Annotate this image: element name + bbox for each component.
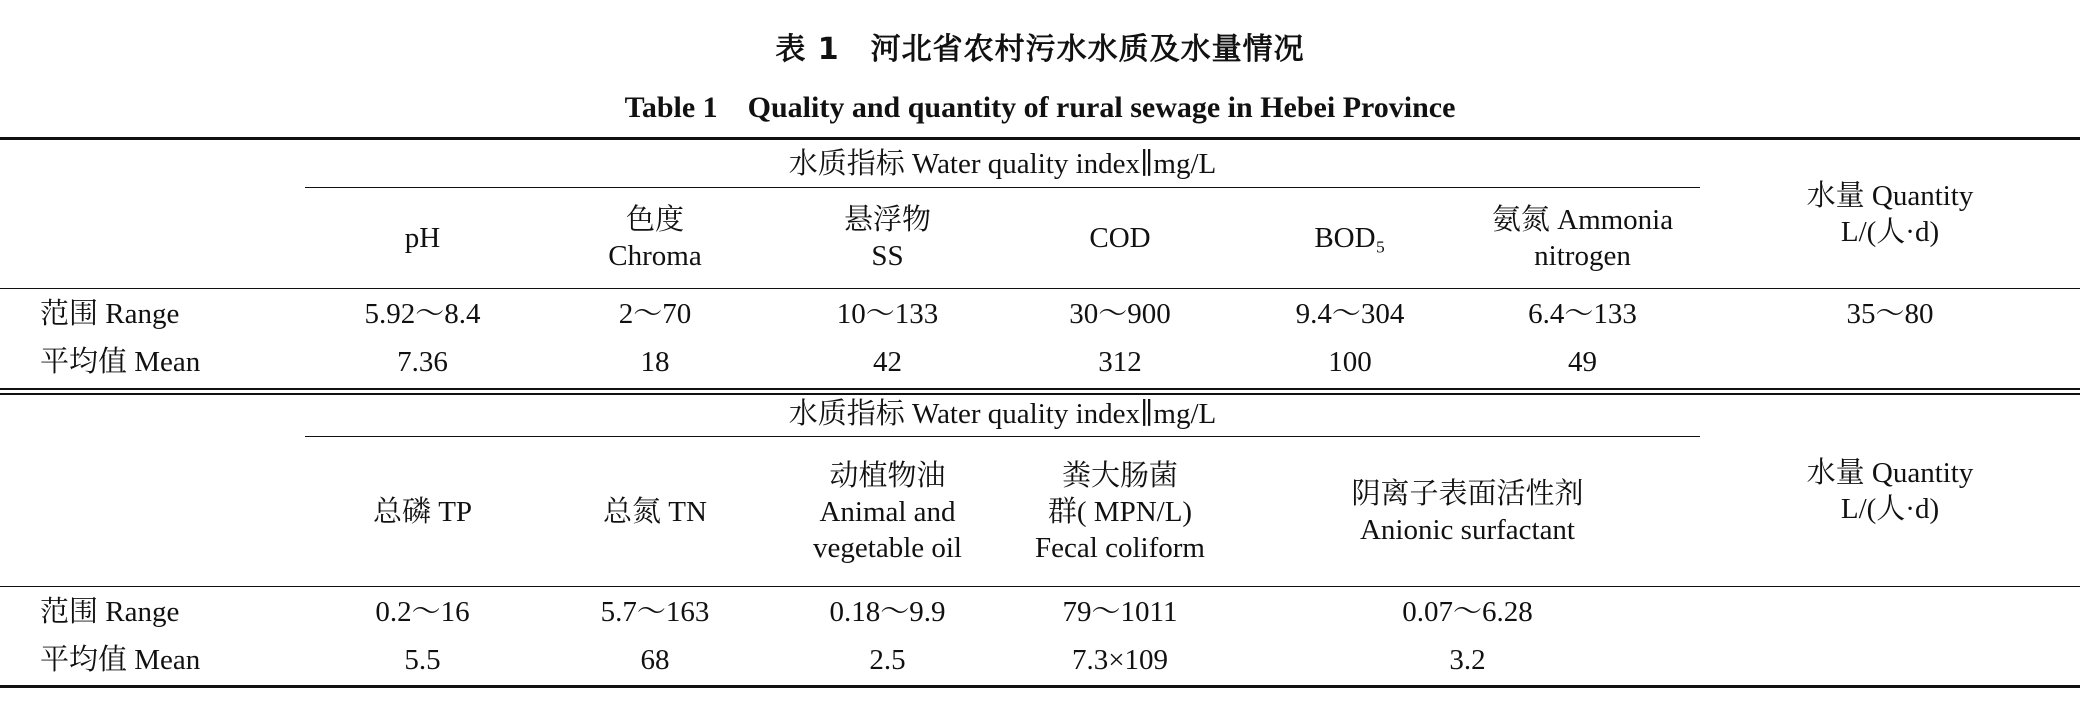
- table-cell: 30～900: [1069, 298, 1171, 330]
- table-cell: 10～133: [836, 298, 939, 330]
- table-cell: 79～1011: [1062, 596, 1178, 628]
- col-header-bod5: BOD₅: [1314, 222, 1386, 254]
- table-cell: 0.07～6.28: [1402, 596, 1533, 628]
- table-cell: 42: [873, 346, 902, 378]
- col-header-chroma: 色度 Chroma: [608, 204, 702, 272]
- divider-double-rule-a: [0, 388, 2080, 390]
- table-title-en: Table 1 Quality and quantity of rural sewage in Hebei Province: [624, 91, 1456, 124]
- quantity-cell: 35～80: [1846, 298, 1934, 330]
- row-label-range-1: 范围 Range: [40, 298, 180, 330]
- group-header-2: 水质指标 Water quality index∥mg/L: [788, 398, 1217, 430]
- table-cell: 18: [640, 346, 670, 378]
- quantity-header-1: 水量 Quantity L/(人·d): [1806, 180, 1974, 248]
- row-label-mean-2: 平均值 Mean: [40, 644, 201, 676]
- table-cell: 3.2: [1449, 644, 1486, 676]
- table-cell: 5.5: [404, 644, 441, 676]
- header-bottom-rule-2: [0, 586, 2080, 587]
- table-cell: 49: [1568, 346, 1597, 378]
- col-header-ss: 悬浮物 SS: [843, 204, 931, 272]
- table-cell: 7.3×109: [1071, 644, 1169, 676]
- table-cell: 6.4～133: [1528, 298, 1637, 330]
- table-cell: 9.4～304: [1295, 298, 1405, 330]
- row-label-mean-1: 平均值 Mean: [40, 346, 201, 378]
- table-cell: 0.2～16: [375, 596, 470, 628]
- table-cell: 0.18～9.9: [829, 596, 946, 628]
- table-cell: 68: [640, 644, 670, 676]
- group-header-1: 水质指标 Water quality index∥mg/L: [788, 148, 1217, 180]
- col-header-animal-vegetable-oil: 动植物油 Animal and vegetable oil: [813, 459, 962, 564]
- col-header-anionic-surfactant: 阴离子表面活性剂 Anionic surfactant: [1351, 477, 1584, 546]
- col-header-tp: 总磷 TP: [372, 495, 473, 528]
- col-header-ammonia-nitrogen: 氨氮 Ammonia nitrogen: [1491, 204, 1674, 272]
- col-header-fecal-coliform: 粪大肠菌 群( MPN/L) Fecal coliform: [1035, 459, 1205, 564]
- table-cell: 100: [1328, 346, 1372, 378]
- table-cell: 2～70: [618, 298, 692, 330]
- col-header-ph: pH: [404, 222, 441, 254]
- header-bottom-rule-1: [0, 288, 2080, 289]
- col-header-tn: 总氮 TN: [603, 495, 707, 528]
- table-cell: 312: [1098, 346, 1142, 378]
- table-title-cn: 表 1 河北省农村污水水质及水量情况: [775, 32, 1305, 67]
- row-label-range-2: 范围 Range: [40, 596, 180, 628]
- table-cell: 2.5: [869, 644, 906, 676]
- table-cell: 7.36: [397, 346, 448, 378]
- quantity-header-2: 水量 Quantity L/(人·d): [1806, 457, 1974, 525]
- col-header-cod: COD: [1089, 222, 1151, 254]
- bottom-rule: [0, 685, 2080, 688]
- table-cell: 5.7～163: [600, 596, 710, 628]
- table-cell: 5.92～8.4: [364, 298, 481, 330]
